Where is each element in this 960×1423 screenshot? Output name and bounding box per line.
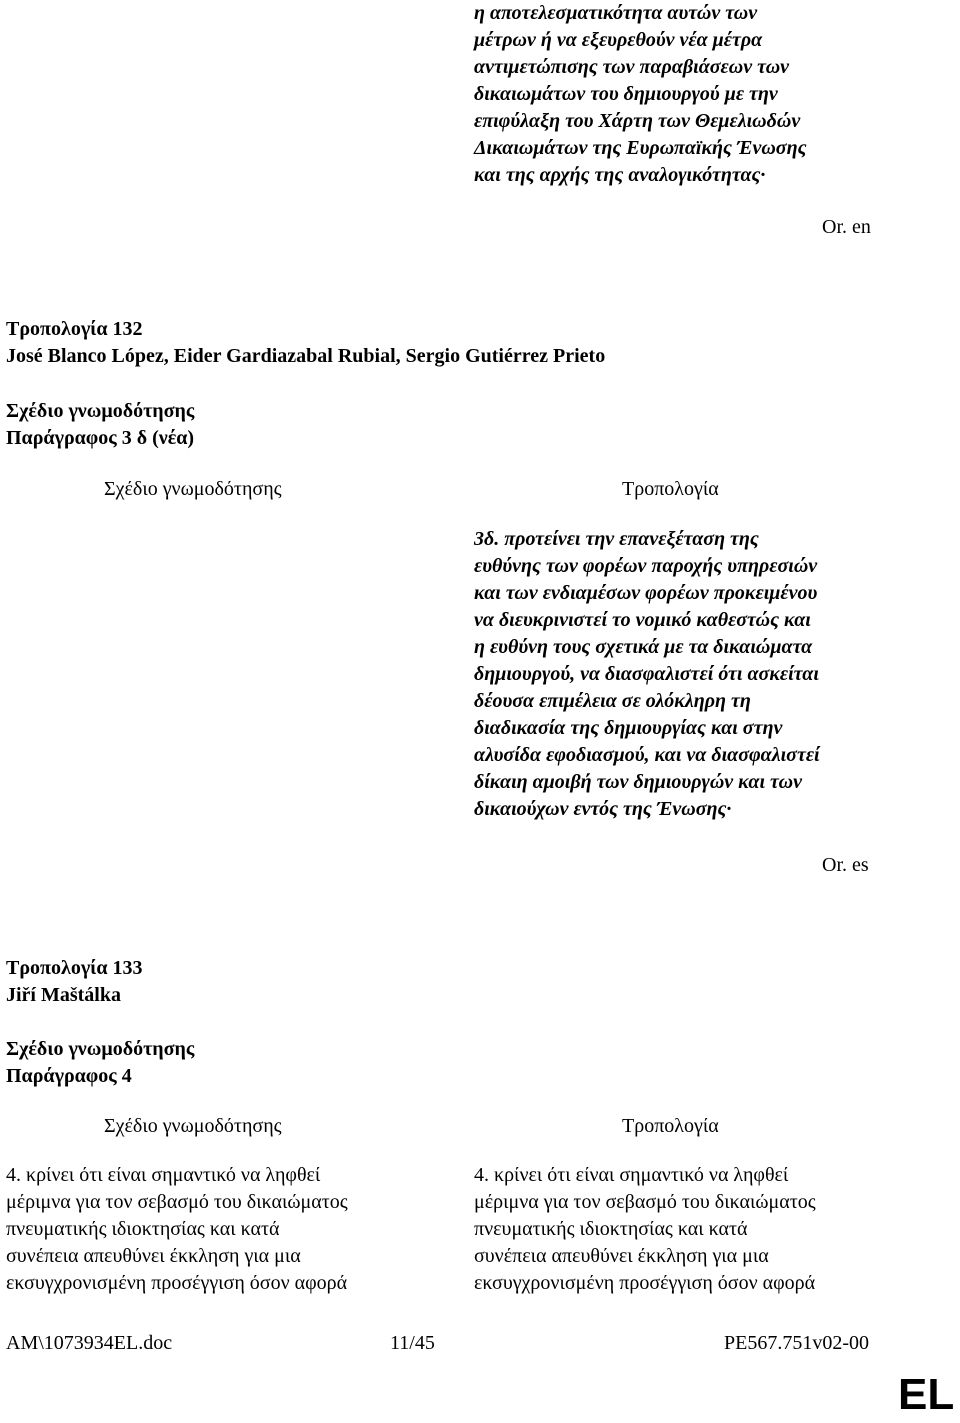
amendment-number: Τροπολογία 132 xyxy=(6,318,143,340)
original-language: Or. es xyxy=(822,854,869,876)
text-line: πνευματικής ιδιοκτησίας και κατά xyxy=(474,1218,748,1240)
text-line: δικαιούχων εντός της Ένωσης· xyxy=(474,798,732,820)
amendment-number: Τροπολογία 133 xyxy=(6,957,143,979)
text-line: και των ενδιαμέσων φορέων προκειμένου xyxy=(474,582,818,604)
footer-pe-reference: PE567.751v02-00 xyxy=(724,1332,869,1354)
footer-page-number: 11/45 xyxy=(390,1332,435,1354)
amendment-authors: José Blanco López, Eider Gardiazabal Rubial, Sergio Gutiérrez Prieto xyxy=(6,345,606,367)
column-header-amendment: Τροπολογία xyxy=(622,1115,719,1137)
text-line: εκσυγχρονισμένη προσέγγιση όσον αφορά xyxy=(474,1272,816,1294)
text-line: πνευματικής ιδιοκτησίας και κατά xyxy=(6,1218,280,1240)
paragraph-reference: Παράγραφος 3 δ (νέα) xyxy=(6,427,195,449)
column-header-draft-opinion: Σχέδιο γνωμοδότησης xyxy=(104,478,282,500)
text-line: Δικαιωμάτων της Ευρωπαϊκής Ένωσης xyxy=(474,137,807,159)
amendment-133-text xyxy=(474,1162,894,1297)
document-reference: Σχέδιο γνωμοδότησης xyxy=(6,400,195,422)
text-line: επιφύλαξη του Χάρτη των Θεμελιωδών xyxy=(474,110,801,132)
text-line: η αποτελεσματικότητα αυτών των xyxy=(474,2,758,24)
text-line: να διευκρινιστεί το νομικό καθεστώς και xyxy=(474,609,811,631)
text-line: 4. κρίνει ότι είναι σημαντικό να ληφθεί xyxy=(6,1164,321,1186)
text-line: αλυσίδα εφοδιασμού, και να διασφαλιστεί xyxy=(474,744,820,766)
text-line: εκσυγχρονισμένη προσέγγιση όσον αφορά xyxy=(6,1272,348,1294)
draft-opinion-text xyxy=(6,1162,426,1297)
paragraph-reference: Παράγραφος 4 xyxy=(6,1065,132,1087)
amendment-132-text xyxy=(474,526,894,823)
column-header-amendment: Τροπολογία xyxy=(622,478,719,500)
text-line: συνέπεια απευθύνει έκκληση για μια xyxy=(6,1245,301,1267)
text-line: μέριμνα για τον σεβασμό του δικαιώματος xyxy=(6,1191,348,1213)
footer-doc-id: AM\1073934EL.doc xyxy=(6,1332,173,1354)
text-line: και της αρχής της αναλογικότητας· xyxy=(474,164,766,186)
text-line: αντιμετώπισης των παραβιάσεων των xyxy=(474,56,790,78)
text-line: η ευθύνη τους σχετικά με τα δικαιώματα xyxy=(474,636,813,658)
original-language: Or. en xyxy=(822,216,871,238)
text-line: συνέπεια απευθύνει έκκληση για μια xyxy=(474,1245,769,1267)
amendment-authors: Jiří Maštálka xyxy=(6,984,121,1006)
text-line: δέουσα επιμέλεια σε ολόκληρη τη xyxy=(474,690,751,712)
text-line: δίκαιη αμοιβή των δημιουργών και των xyxy=(474,771,802,793)
amendment-131-text-continued xyxy=(474,0,894,189)
text-line: ευθύνης των φορέων παροχής υπηρεσιών xyxy=(474,555,818,577)
text-line: δημιουργού, να διασφαλιστεί ότι ασκείται xyxy=(474,663,819,685)
language-mark: EL xyxy=(898,1370,955,1419)
text-line: 3δ. προτείνει την επανεξέταση της xyxy=(474,528,759,550)
text-line: δικαιωμάτων του δημιουργού με την xyxy=(474,83,778,105)
text-line: μέριμνα για τον σεβασμό του δικαιώματος xyxy=(474,1191,816,1213)
text-line: 4. κρίνει ότι είναι σημαντικό να ληφθεί xyxy=(474,1164,789,1186)
document-reference: Σχέδιο γνωμοδότησης xyxy=(6,1038,195,1060)
text-line: διαδικασία της δημιουργίας και στην xyxy=(474,717,783,739)
column-header-draft-opinion: Σχέδιο γνωμοδότησης xyxy=(104,1115,282,1137)
text-line: μέτρων ή να εξευρεθούν νέα μέτρα xyxy=(474,29,763,51)
